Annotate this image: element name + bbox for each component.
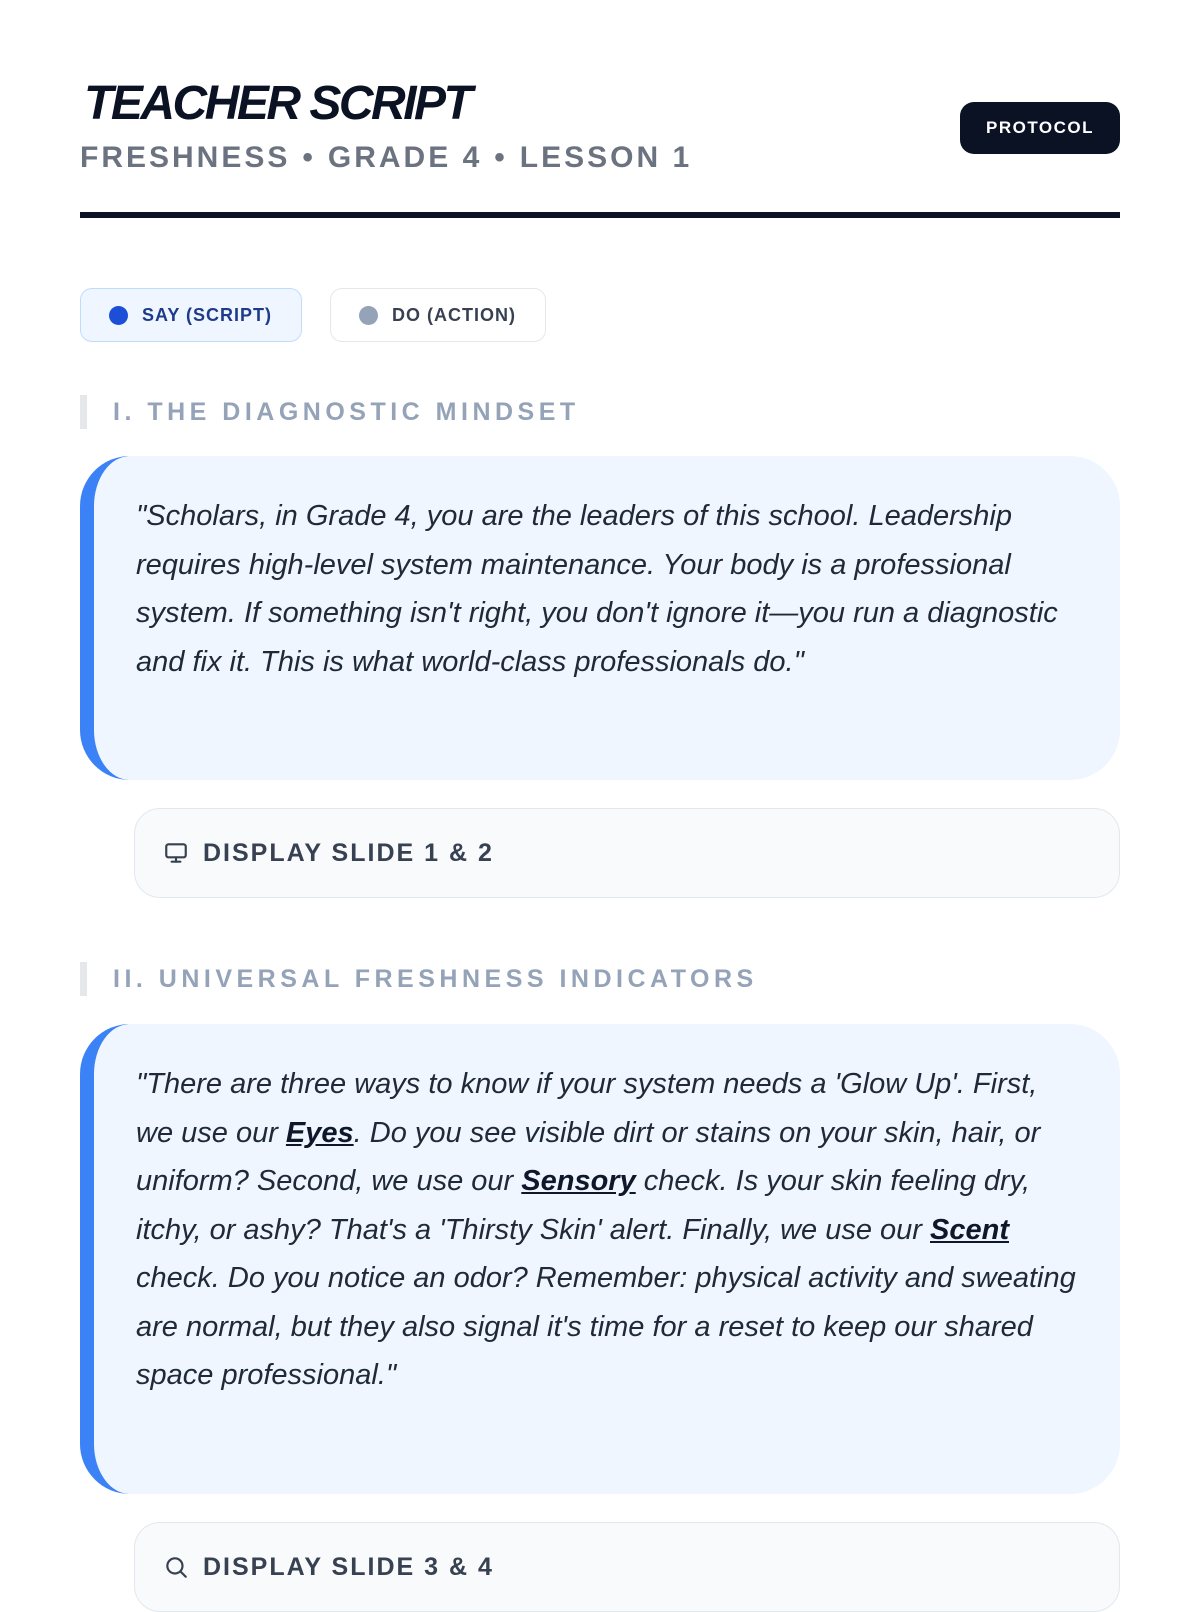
- script-segment: "There are three ways to know if your system needs a 'Glow Up'. First, we use our: [136, 1068, 1038, 1149]
- section-accent-bar: [80, 395, 87, 429]
- protocol-badge: PROTOCOL: [960, 102, 1120, 154]
- section-heading-diagnostic-mindset: [80, 395, 580, 429]
- keyword-sensory: Sensory: [521, 1165, 636, 1197]
- subtitle-topic: FRESHNESS: [80, 141, 291, 174]
- legend: [80, 288, 546, 342]
- script-text: "Scholars, in Grade 4, you are the leaders of this school. Leadership requires high-level system maintenance. Your body is a professional system. If something isn't right, you don't ignore it—you run a diagnostic and fix it. This is what world-class professionals do.": [136, 500, 1058, 678]
- teacher-script-page: [80, 0, 1120, 1581]
- legend-say-chip[interactable]: [80, 288, 302, 342]
- keyword-eyes: Eyes: [285, 1116, 354, 1149]
- do-dot-icon: [359, 306, 378, 325]
- section-heading-text: II. UNIVERSAL FRESHNESS INDICATORS: [113, 964, 758, 993]
- header-divider: [80, 212, 1120, 218]
- action-card-slides-3-4[interactable]: [134, 1522, 1120, 1612]
- script-segment: . Do you see visible dirt or stains on your skin, hair, or uniform? Second, we use our: [136, 1116, 1041, 1197]
- monitor-icon: [163, 840, 189, 866]
- lesson-subtitle: [80, 140, 692, 176]
- script-segment: check. Do you notice an odor? Remember: physical activity and sweating are normal, but they also signal it's time for a reset to keep our shared space professional.": [136, 1262, 1076, 1391]
- legend-do-chip[interactable]: [330, 288, 546, 342]
- action-label: DISPLAY SLIDE 3 & 4: [203, 1552, 494, 1581]
- say-dot-icon: [109, 306, 128, 325]
- legend-do-label: DO (ACTION): [392, 304, 516, 325]
- script-segment: check. Is your skin feeling dry, itchy, or ashy? That's a 'Thirsty Skin' alert. Finally, we use our: [136, 1165, 1031, 1246]
- script-text: [136, 1060, 1080, 1400]
- section-heading-text: I. THE DIAGNOSTIC MINDSET: [113, 397, 580, 426]
- subtitle-grade: GRADE 4: [327, 141, 483, 174]
- script-card-freshness-indicators: [80, 1024, 1120, 1494]
- search-icon: [163, 1554, 189, 1580]
- page-header: [80, 0, 1120, 220]
- action-label: DISPLAY SLIDE 1 & 2: [203, 838, 494, 867]
- page-title: TEACHER SCRIPT: [84, 77, 471, 130]
- section-heading-freshness-indicators: [80, 962, 758, 996]
- legend-say-label: SAY (SCRIPT): [142, 304, 273, 325]
- subtitle-separator: •: [494, 141, 508, 174]
- action-card-slides-1-2[interactable]: [134, 808, 1120, 898]
- script-card-diagnostic-mindset: [80, 456, 1120, 780]
- keyword-scent: Scent: [930, 1213, 1009, 1246]
- subtitle-lesson: LESSON 1: [519, 141, 693, 174]
- subtitle-separator: •: [302, 141, 316, 174]
- section-accent-bar: [80, 962, 87, 996]
